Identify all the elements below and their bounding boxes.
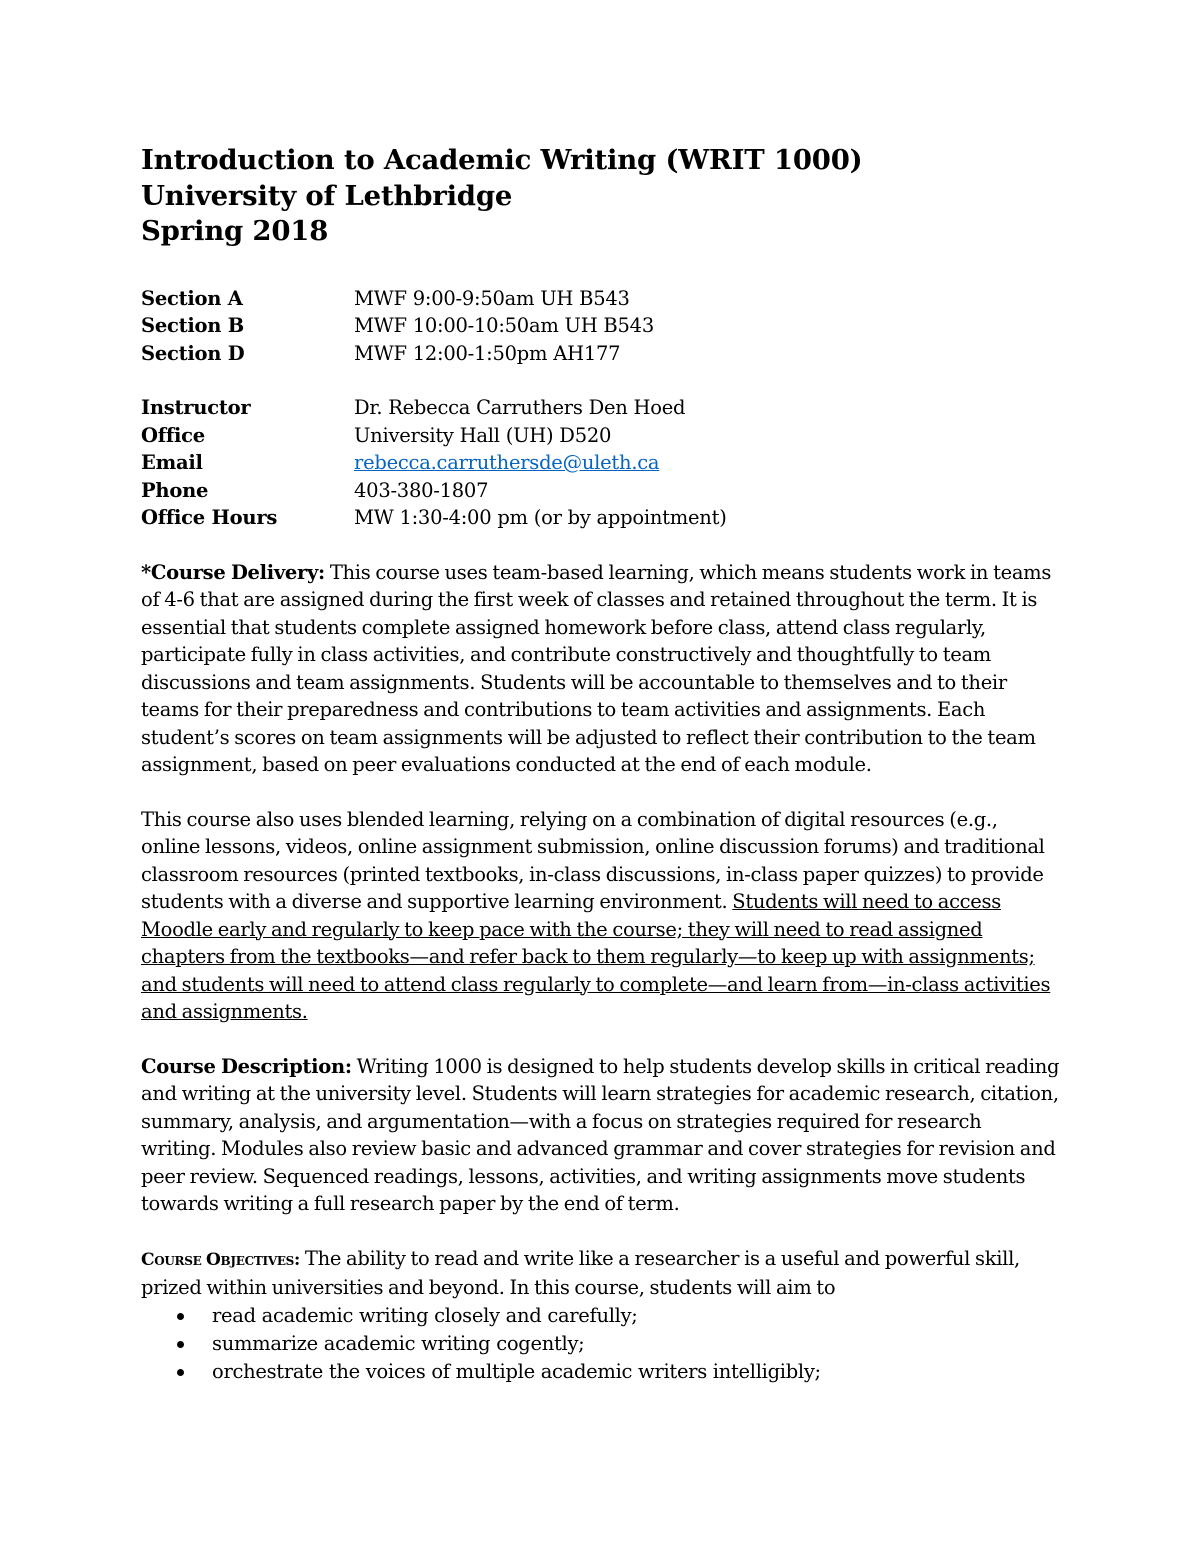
email-label: Email	[141, 451, 203, 474]
course-description-text: Writing 1000 is designed to help students develop skills in critical reading and writing at the university level. Students will learn strategies for academic research, citation, summary, analysis, and argumentation—with a focus on strategies required for research writing. Modules also review basic and advanced grammar and cover strategies for revision and peer review. Sequenced readings, lessons, activities, and writing assignments move students towards writing a full research paper by the end of term.	[141, 1054, 1060, 1215]
phone-number: 403-380-1807	[354, 478, 489, 502]
blended-learning-paragraph	[141, 806, 1061, 1026]
section-schedule: MWF 9:00-9:50am UH B543	[354, 286, 630, 310]
course-objectives-text: The ability to read and write like a researcher is a useful and powerful skill, prized within universities and beyond. In this course, students will aim to	[141, 1246, 1020, 1299]
section-schedule: MWF 10:00-10:50am UH B543	[354, 314, 654, 337]
course-delivery-label: *Course Delivery:	[141, 560, 325, 584]
blended-learning-text: This course also uses blended learning, relying on a combination of digital resources (e.g., online lessons, videos, online assignment submission, online discussion forums) and traditional classroom resources (printed textbooks, in-class discussions, in-class paper quizzes) to provide students with a diverse and supportive learning environment.	[141, 807, 1045, 913]
bullet-icon	[141, 1358, 212, 1386]
instructor-label: Instructor	[141, 396, 251, 419]
course-title: Introduction to Academic Writing (WRIT 1000)	[141, 144, 863, 176]
objectives-list	[141, 1302, 1061, 1386]
section-row	[141, 285, 1061, 313]
objective-text: read academic writing closely and carefully;	[212, 1303, 638, 1327]
bullet-icon	[141, 1302, 212, 1330]
instructor-row	[141, 394, 1061, 422]
course-description-label: Course Description:	[141, 1054, 352, 1078]
section-label: Section B	[141, 314, 244, 337]
phone-row	[141, 477, 1061, 505]
instructor-table	[141, 394, 1061, 532]
term: Spring 2018	[141, 215, 329, 247]
section-label: Section D	[141, 341, 245, 365]
bullet-icon	[141, 1330, 212, 1358]
objective-text: summarize academic writing cogently;	[212, 1331, 585, 1355]
course-objectives-paragraph	[141, 1245, 1061, 1302]
email-link[interactable]: rebecca.carruthersde@uleth.ca	[354, 451, 660, 474]
section-row	[141, 312, 1061, 340]
objective-text: orchestrate the voices of multiple academic writers intelligibly;	[212, 1359, 821, 1383]
office-row	[141, 422, 1061, 450]
office-hours-label: Office Hours	[141, 506, 278, 529]
email-row	[141, 449, 1061, 477]
course-objectives-label: Course Objectives:	[141, 1249, 301, 1270]
course-description-paragraph	[141, 1053, 1061, 1218]
document-content	[141, 143, 1061, 1386]
list-item	[141, 1330, 1061, 1358]
blended-learning-emphasis: Students will need to access Moodle early and regularly to keep pace with the course; they will need to read assigned chapters from the textbooks—and refer back to them regularly—to keep up with assignments; and students will need to attend class regularly to complete—and learn from—in-class activities and assignments.	[141, 890, 1051, 1023]
instructor-name: Dr. Rebecca Carruthers Den Hoed	[354, 396, 686, 419]
phone-label: Phone	[141, 478, 209, 502]
office-hours-row	[141, 504, 1061, 532]
office-location: University Hall (UH) D520	[354, 423, 612, 447]
section-schedule: MWF 12:00-1:50pm AH177	[354, 341, 621, 365]
section-row	[141, 340, 1061, 368]
university-name: University of Lethbridge	[141, 179, 513, 212]
section-label: Section A	[141, 286, 243, 310]
office-label: Office	[141, 423, 205, 447]
course-delivery-text: This course uses team-based learning, which means students work in teams of 4-6 that are assigned during the first week of classes and retained throughout the term. It is essential that students complete assigned homework before class, attend class regularly, participate fully in class activities, and contribute constructively and thoughtfully to team discussions and team assignments. Students will be accountable to themselves and to their teams for their preparedness and contributions to team activities and assignments. Each student’s scores on team assignments will be adjusted to reflect their contribution to the team assignment, based on peer evaluations conducted at the end of each module.	[141, 560, 1052, 776]
list-item	[141, 1302, 1061, 1330]
document-header	[141, 143, 1061, 250]
course-delivery-paragraph	[141, 559, 1061, 779]
sections-table	[141, 285, 1061, 368]
office-hours-value: MW 1:30-4:00 pm (or by appointment)	[354, 506, 727, 529]
list-item	[141, 1358, 1061, 1386]
